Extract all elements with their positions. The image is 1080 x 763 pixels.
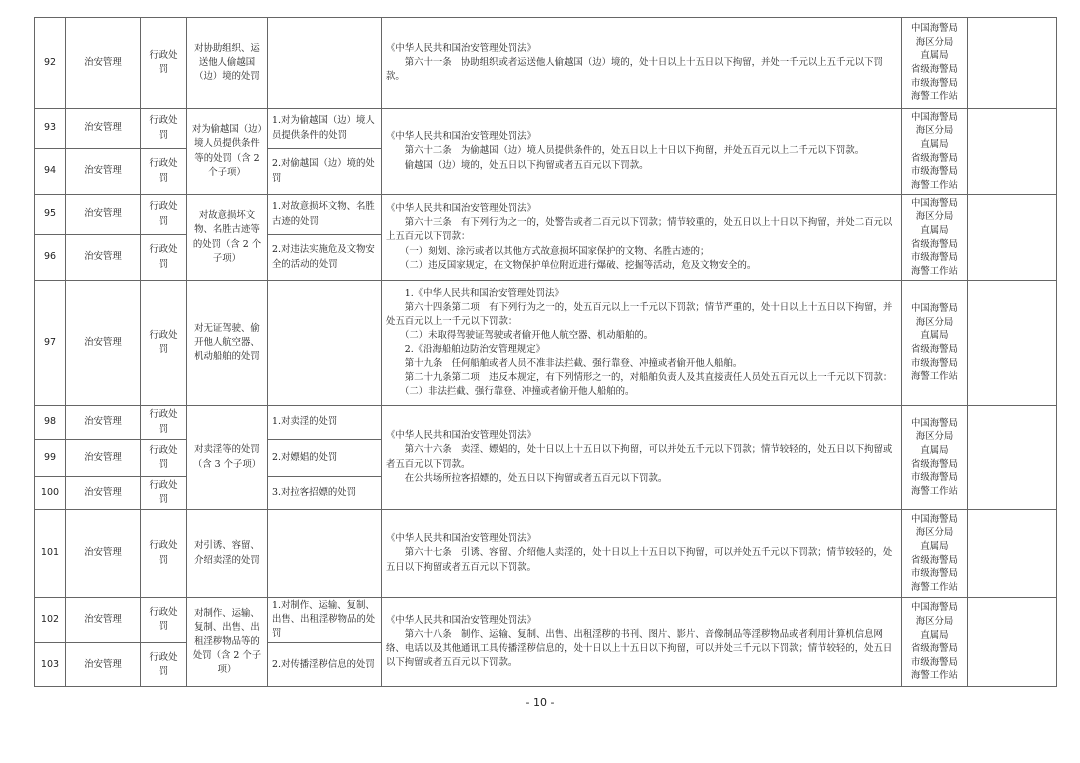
row-number: 100 (35, 477, 66, 510)
row-remark (968, 406, 1057, 510)
row-type: 行政处罚 (141, 149, 187, 195)
row-category: 治安管理 (66, 109, 141, 149)
row-agency: 中国海警局 海区分局 直属局 省级海警局 市级海警局 海警工作站 (902, 598, 968, 687)
row-subitem: 2.对偷越国（边）境的处罚 (268, 149, 382, 195)
row-type: 行政处罚 (141, 281, 187, 406)
row-number: 95 (35, 195, 66, 235)
row-type: 行政处罚 (141, 477, 187, 510)
row-remark (968, 281, 1057, 406)
row-subitem: 1.对故意损坏文物、名胜古迹的处罚 (268, 195, 382, 235)
row-subitem (268, 18, 382, 109)
row-category: 治安管理 (66, 195, 141, 235)
row-legal-basis: 《中华人民共和国治安管理处罚法》 第六十三条 有下列行为之一的，处警告或者二百元以下罚款；情节较重的，处五日以上十日以下拘留，并处二百元以上五百元以下罚款： （一）刻划、涂污或者以其他方式故意损坏国家保护的文物、名胜古迹的； （二）违反国家规定，在文物保护单位附近进行爆破、挖掘等活动，危及文物安全的。 (382, 195, 902, 281)
table-row (35, 281, 1057, 406)
row-legal-basis: 《中华人民共和国治安管理处罚法》 第六十七条 引诱、容留、介绍他人卖淫的，处十日以上十五日以下拘留，可以并处五千元以下罚款；情节较轻的，处五日以下拘留或者五百元以下罚款。 (382, 510, 902, 598)
row-number: 103 (35, 643, 66, 687)
row-subitem (268, 510, 382, 598)
penalty-table (34, 17, 1057, 687)
row-number: 97 (35, 281, 66, 406)
row-legal-basis: 1.《中华人民共和国治安管理处罚法》 第六十四条第二项 有下列行为之一的，处五百元以上一千元以下罚款；情节严重的，处十日以上十五日以下拘留，并处五百元以上一千元以下罚款： （二）未取得驾驶证驾驶或者偷开他人航空器、机动船舶的。 2.《沿海船舶边防治安管理规定》 第十九条 任何船舶或者人员不准非法拦截、强行靠登、冲撞或者偷开他人船舶。 第二十九条第二项 违反本规定，有下列情形之一的，对船舶负责人及其直接责任人员处五百元以上一千元以下罚款： （二）非法拦截、强行靠登、冲撞或者偷开他人船舶的。 (382, 281, 902, 406)
row-type: 行政处罚 (141, 643, 187, 687)
row-number: 98 (35, 406, 66, 440)
row-number: 101 (35, 510, 66, 598)
row-item: 对制作、运输、复制、出售、出租淫秽物品等的处罚（含 2 个子项） (187, 598, 268, 687)
row-type: 行政处罚 (141, 18, 187, 109)
row-type: 行政处罚 (141, 195, 187, 235)
page-number: - 10 - (525, 696, 555, 709)
row-number: 92 (35, 18, 66, 109)
row-category: 治安管理 (66, 406, 141, 440)
row-number: 102 (35, 598, 66, 643)
table-row (35, 406, 1057, 440)
row-number: 99 (35, 440, 66, 477)
row-category: 治安管理 (66, 235, 141, 281)
row-category: 治安管理 (66, 440, 141, 477)
row-type: 行政处罚 (141, 510, 187, 598)
row-agency: 中国海警局 海区分局 直属局 省级海警局 市级海警局 海警工作站 (902, 510, 968, 598)
row-legal-basis: 《中华人民共和国治安管理处罚法》 第六十一条 协助组织或者运送他人偷越国（边）境的，处十日以上十五日以下拘留，并处一千元以上五千元以下罚款。 (382, 18, 902, 109)
row-number: 94 (35, 149, 66, 195)
row-item: 对卖淫等的处罚（含 3 个子项） (187, 406, 268, 510)
row-item: 对故意损坏文物、名胜古迹等的处罚（含 2 个子项） (187, 195, 268, 281)
row-agency: 中国海警局 海区分局 直属局 省级海警局 市级海警局 海警工作站 (902, 406, 968, 510)
row-subitem (268, 281, 382, 406)
row-category: 治安管理 (66, 598, 141, 643)
row-legal-basis: 《中华人民共和国治安管理处罚法》 第六十六条 卖淫、嫖娼的，处十日以上十五日以下拘留，可以并处五千元以下罚款；情节较轻的，处五日以下拘留或者五百元以下罚款。 在公共场所拉客招嫖的，处五日以下拘留或者五百元以下罚款。 (382, 406, 902, 510)
row-item: 对无证驾驶、偷开他人航空器、机动船舶的处罚 (187, 281, 268, 406)
row-agency: 中国海警局 海区分局 直属局 省级海警局 市级海警局 海警工作站 (902, 109, 968, 195)
table-row (35, 18, 1057, 109)
row-remark (968, 18, 1057, 109)
row-subitem: 1.对为偷越国（边）境人员提供条件的处罚 (268, 109, 382, 149)
row-item: 对协助组织、运送他人偷越国（边）境的处罚 (187, 18, 268, 109)
row-type: 行政处罚 (141, 109, 187, 149)
row-number: 96 (35, 235, 66, 281)
row-legal-basis: 《中华人民共和国治安管理处罚法》 第六十八条 制作、运输、复制、出售、出租淫秽的书刊、图片、影片、音像制品等淫秽物品或者利用计算机信息网络、电话以及其他通讯工具传播淫秽信息的，处十日以上十五日以下拘留，可以并处三千元以下罚款；情节较轻的，处五日以下拘留或者五百元以下罚款。 (382, 598, 902, 687)
row-type: 行政处罚 (141, 440, 187, 477)
row-subitem: 2.对嫖娼的处罚 (268, 440, 382, 477)
row-subitem: 1.对制作、运输、复制、出售、出租淫秽物品的处罚 (268, 598, 382, 643)
row-remark (968, 598, 1057, 687)
row-category: 治安管理 (66, 281, 141, 406)
row-category: 治安管理 (66, 477, 141, 510)
table-row (35, 510, 1057, 598)
row-category: 治安管理 (66, 643, 141, 687)
table-row (35, 195, 1057, 235)
row-subitem: 2.对违法实施危及文物安全的活动的处罚 (268, 235, 382, 281)
row-subitem: 3.对拉客招嫖的处罚 (268, 477, 382, 510)
row-subitem: 2.对传播淫秽信息的处罚 (268, 643, 382, 687)
row-number: 93 (35, 109, 66, 149)
row-remark (968, 510, 1057, 598)
row-remark (968, 195, 1057, 281)
row-type: 行政处罚 (141, 235, 187, 281)
row-category: 治安管理 (66, 510, 141, 598)
table-row (35, 109, 1057, 149)
row-legal-basis: 《中华人民共和国治安管理处罚法》 第六十二条 为偷越国（边）境人员提供条件的，处五日以上十日以下拘留，并处五百元以上二千元以下罚款。 偷越国（边）境的，处五日以下拘留或者五百元以下罚款。 (382, 109, 902, 195)
row-agency: 中国海警局 海区分局 直属局 省级海警局 市级海警局 海警工作站 (902, 18, 968, 109)
row-item: 对为偷越国（边）境人员提供条件等的处罚（含 2 个子项） (187, 109, 268, 195)
row-item: 对引诱、容留、介绍卖淫的处罚 (187, 510, 268, 598)
row-category: 治安管理 (66, 149, 141, 195)
row-type: 行政处罚 (141, 598, 187, 643)
row-category: 治安管理 (66, 18, 141, 109)
row-remark (968, 109, 1057, 195)
row-agency: 中国海警局 海区分局 直属局 省级海警局 市级海警局 海警工作站 (902, 195, 968, 281)
row-agency: 中国海警局 海区分局 直属局 省级海警局 市级海警局 海警工作站 (902, 281, 968, 406)
row-type: 行政处罚 (141, 406, 187, 440)
row-subitem: 1.对卖淫的处罚 (268, 406, 382, 440)
table-row (35, 598, 1057, 643)
